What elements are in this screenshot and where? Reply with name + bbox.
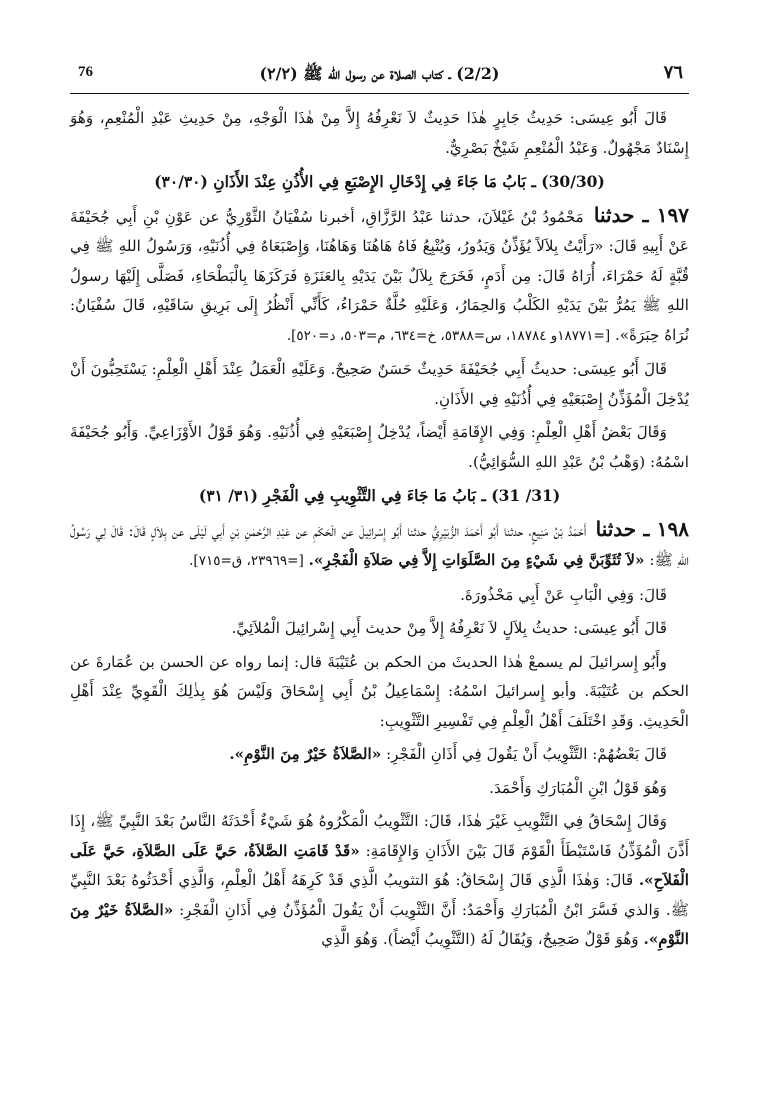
tathwib-definition-quote: «الصَّلاَةُ خَيْرٌ مِنَ النَّوْمِ». [229, 745, 382, 763]
page-body [70, 104, 689, 959]
paragraph-ibn-mubarak: وَهُوَ قَوْلُ ابْنِ الْمُبَارَكِ وَأَحْمَدَ. [489, 778, 667, 797]
running-title: (2/2) ـ كتاب الصلاة عن رسول الله ﷺ (٢/٢) [259, 64, 500, 83]
paragraph-jabir-comment: قَالَ أَبُو عِيسَى: حَدِيثُ جَابِرٍ هٰذَا حَدِيثٌ لاَ نَعْرِفُهُ إِلاَّ مِنْ هٰذَا الْوَجْهِ، مِنْ حَدِيثِ عَبْدِ الْمُنْعِمِ، وَهُوَ إِسْنَادٌ مَجْهُولٌ. وَعَبْدُ الْمُنْعِمِ شَيْخٌ بَصْرِيٌّ. [70, 109, 689, 157]
ishaq-text-2: قَالَ: وَهٰذَا الَّذِي قَالَ إِسْحَاقُ: هُوَ التثويبُ الَّذِي قَدْ كَرِهَهُ أَهْلُ الْعِلْمِ، وَالَّذِي أَحْدَثُوهُ بَعْدَ النَّبِيِّ ﷺ. وَالذي فَسَّرَ ابْنُ الْمُبَارَكِ وَأَحْمَدُ: أَنَّ التَّثْوِيبَ أَنْ يَقُولَ الْمُؤَذِّنُ فِي أَذَانِ الْفَجْرِ: [70, 871, 690, 919]
paragraph-abu-juhayfa-grading: قَالَ أَبُو عِيسَى: حديثُ أَبِي جُحَيْفَةَ حَدِيثٌ حَسَنٌ صَحِيحٌ. وَعَلَيْهِ الْعَمَلُ عِنْدَ أَهْلِ الْعِلْمِ: يَسْتَحِبُّونَ أَنْ يُدْخِلَ الْمُؤَذِّنُ إِصْبَعَيْهِ فِي أُذُنَيْهِ فِي الأَذَانِ. [70, 360, 689, 408]
paragraph-iqama-opinion: وَقَالَ بَعْضُ أَهْلِ الْعِلْمِ: وَفِي الإِقَامَةِ أَيْضاً، يُدْخِلُ إِصْبَعَيْهِ فِي أُذُنَيْهِ. وَهُوَ قَوْلُ الأَوْزَاعِيِّ. وَأَبُو جُحَيْفَةَ اسْمُهُ: (وَهْبُ بْنُ عَبْدِ اللهِ السُّوَائِيُّ). [70, 423, 689, 471]
paragraph-bilal-grading: قَالَ أَبُو عِيسَى: حديثُ بِلاَلٍ لاَ نَعْرِفُهُ إِلاَّ مِنْ حديث أَبِي إِسْرائِيلَ الْمُلاَئِيِّ. [231, 619, 667, 637]
page-header [70, 58, 689, 94]
ishaq-quote-1: «قَدْ قَامَتِ الصَّلاَةُ، حَيَّ عَلَى الصَّلاَةِ، حَيَّ عَلَى الْفَلاَحِ». [70, 841, 689, 889]
ishaq-text-1: وَقَالَ إِسْحَاقُ فِي التَّثْوِيبِ غَيْرَ هٰذَا، قَالَ: التَّثْوِيبُ الْمَكْرُوهُ هُوَ شَيْءٌ أَحْدَثَهُ النَّاسُ بَعْدَ النَّبِيِّ ﷺ، إِذَا أَذَّنَ الْمُؤَذِّنُ فَاسْتَبْطَأَ الْقَوْمَ قَالَ بَيْنَ الأَذَانِ وَالإِقَامَةِ: [70, 812, 690, 860]
paragraph-ishaq-opinion [70, 807, 689, 955]
paragraph-abu-mahdhura: قَالَ: وَفِي الْبَابِ عَنْ أَبِي مَحْذُورَةَ. [460, 585, 667, 604]
header-divider [70, 93, 689, 94]
hadith-197-number: ١٩٧ ـ حدثنا [593, 202, 690, 227]
hadith-197 [70, 201, 689, 352]
hadith-197-refs: [=١٨٧٧١و ١٨٧٨٤، س=٥٣٨٨، خ=٦٣٤، م=٥٠٣، د=٥٢٠]. [286, 327, 611, 344]
chapter-heading-30: (30/30) ـ بَابُ مَا جَاءَ فِي إِدْخَالِ الإِصْبَعِ فِي الأُذُنِ عِنْدَ الأَذَانِ (٣٠/٣٠) [154, 172, 605, 191]
hadith-198-isnad: أَحْمَدُ بْنُ مَنِيعٍ، حدثنا أَبُو أَحْمَدَ الزُّبَيْرِيُّ حدثنا أَبُو إِسْرائِيلَ عن الْحَكَمِ عن عَبْدِ الرَّحْمٰنِ بْنِ أَبِي لَيْلَى عن بِلاَلٍ قَالَ: قَالَ لِي رَسُولُ اللهِ ﷺ: [70, 521, 689, 569]
hadith-198-matn: «لاَ تُثَوِّبَنَّ فِي شَيْءٍ مِنَ الصَّلَوَاتِ إِلاَّ فِي صَلاَةِ الْفَجْرِ». [308, 551, 645, 569]
page-number-latin: 76 [78, 64, 93, 80]
ishaq-quote-2: «الصَّلاَةُ خَيْرٌ مِنَ النَّوْمِ». [70, 900, 689, 948]
hadith-198 [70, 515, 689, 577]
paragraph-tathwib-definition [70, 740, 689, 770]
hadith-197-text: مَحْمُودُ بْنُ غَيْلاَنَ، حدثنا عَبْدُ الرَّزَّاقِ، أخبرنا سُفْيَانُ الثَّوْرِيُّ عن عَوْنِ بْنِ أَبِي جُحَيْفَةَ عَنْ أَبِيهِ قَالَ: «رَأَيْتُ بِلاَلاً يُؤَذِّنُ وَيَدُورُ، وَيُتْبِعُ فَاهُ هَاهُنَا وَهَاهُنَا، وَإِصْبَعَاهُ فِي أُذُنَيْهِ، وَرَسُولُ اللهِ ﷺ فِي قُبَّةٍ لَهُ حَمْرَاءَ، أُرَاهُ قَالَ: مِن أَدَمٍ، فَخَرَجَ بِلاَلٌ بَيْنَ يَدَيْهِ بِالعَنَزَةِ فَرَكَزَهَا بِالْبَطْحَاءِ، فَصَلَّى إِلَيْهَا رسولُ اللهِ ﷺ يَمُرُّ بَيْنَ يَدَيْهِ الكَلْبُ وَالحِمَارُ، وَعَلَيْهِ حُلَّةٌ حَمْرَاءُ، كَأَنِّي أَنْظُرُ إِلَى بَرِيقِ سَاقَيْهِ، قَالَ سُفْيَانُ: نُرَاهُ حِبَرَةً». [70, 207, 689, 344]
hadith-198-number: ١٩٨ ـ حدثنا [595, 516, 690, 541]
tathwib-definition-text: قَالَ بَعْضُهُمْ: التَّثْوِيبُ أَنْ يَقُولَ فِي أَذَانِ الْفَجْرِ: [386, 745, 667, 763]
chapter-heading-31: (31/ 31) ـ بَابُ مَا جَاءَ فِي التَّثْوِيبِ فِي الْفَجْرِ (٣١/ ٣١) [198, 486, 561, 505]
ishaq-text-3: وَهُوَ قَوْلٌ صَحِيحٌ، وَيُقَالُ لَهُ (التَّثْوِيبُ أَيْضاً). وَهُوَ الَّذِي [321, 930, 639, 948]
hadith-198-refs: [=٢٣٩٦٩، ق=٧١٥]. [189, 553, 304, 569]
page-number-arabic: ٧٦ [663, 62, 683, 83]
paragraph-abu-israil: وأَبُو إِسرائيلَ لم يسمعْ هٰذا الحديثَ من الحكم بن عُتَيْبَةَ قال: إنما رواه عن الحسن بن عُمَارةَ عن الحكم بن عُتَيْبَةَ. وأبو إِسرائيلَ اسْمُهُ: إِسْمَاعِيلُ بْنُ أَبِي إِسْحَاقَ وَلَيْسَ هُوَ بِذٰلِكَ الْقَوِيِّ عِنْدَ أَهْلِ الْحَدِيثِ. وَقَدِ اخْتَلَفَ أَهْلُ الْعِلْمِ فِي تَفْسِيرِ التَّثْوِيبِ: [70, 652, 689, 730]
